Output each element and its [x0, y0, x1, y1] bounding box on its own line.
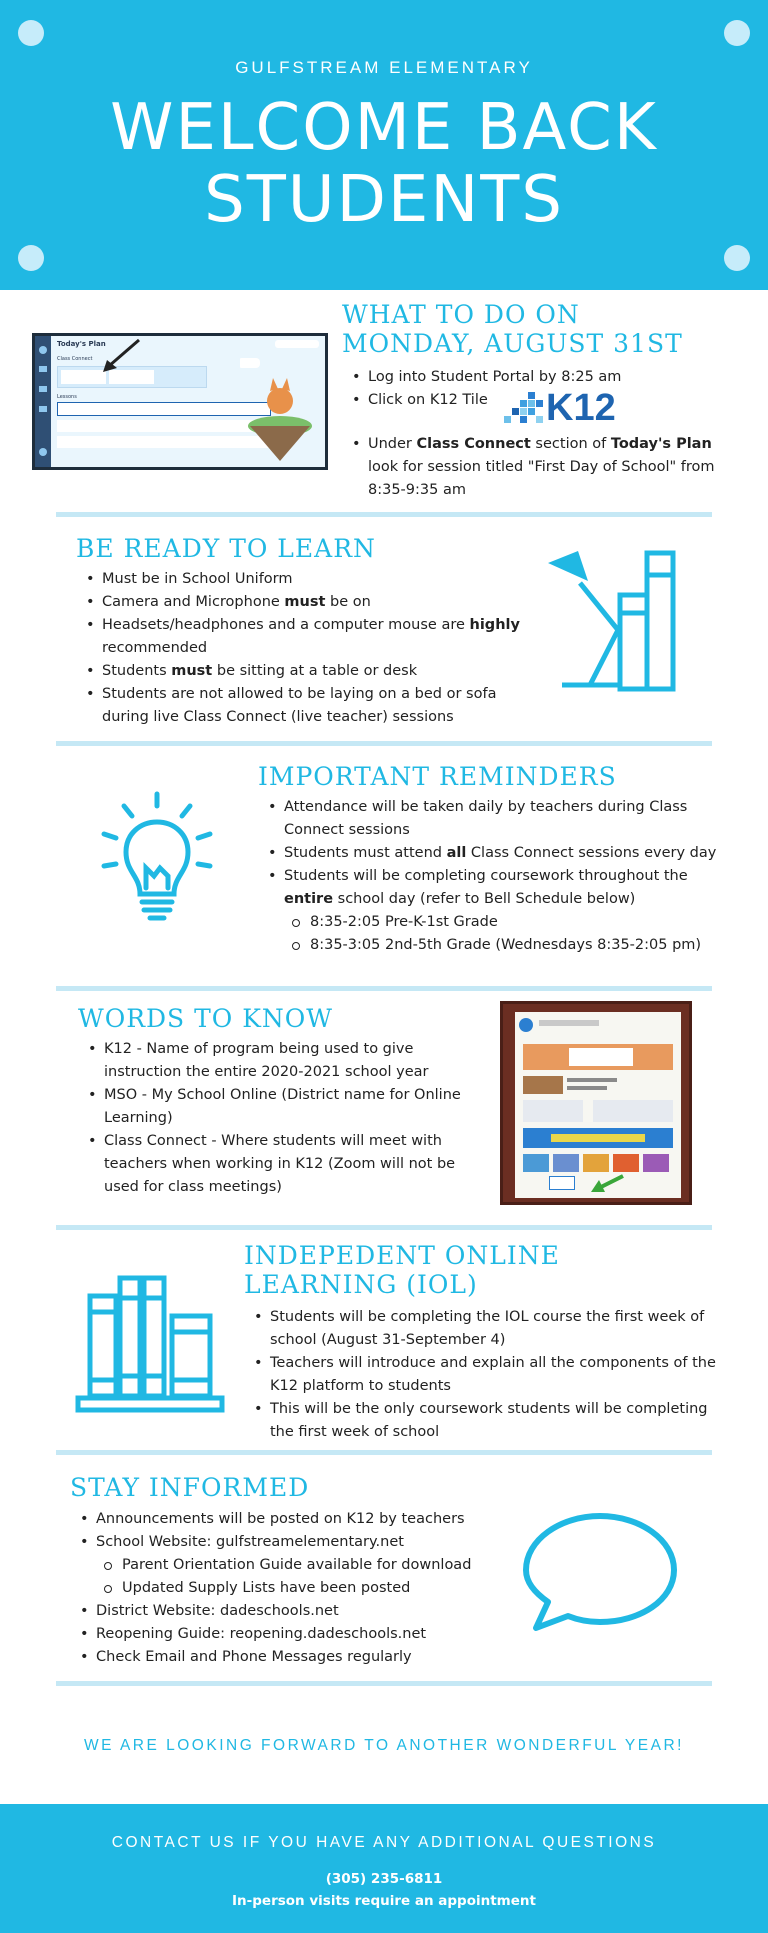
- section-divider: [56, 986, 712, 991]
- corner-dot: [18, 20, 44, 46]
- tagline: WE ARE LOOKING FORWARD TO ANOTHER WONDERFUL YEAR!: [84, 1737, 684, 1754]
- list-item: • Must be in School Uniform: [82, 568, 522, 591]
- books-icon: [72, 1270, 232, 1420]
- speech-bubble-icon: [516, 1508, 684, 1634]
- arrow-icon: [95, 336, 155, 376]
- list-item: • Under Class Connect section of Today's Plan look for session titled "First Day of School" from 8:35-9:35 am: [348, 433, 738, 502]
- sub-list-item: Updated Supply Lists have been posted: [96, 1577, 546, 1600]
- list-item: • Log into Student Portal by 8:25 am: [348, 366, 738, 389]
- informed-list: [76, 1508, 546, 1669]
- green-arrow-icon: [587, 1170, 627, 1196]
- list-item: • Teachers will introduce and explain all the components of the K12 platform to students: [250, 1352, 720, 1398]
- sub-list-item: 8:35-2:05 Pre-K-1st Grade: [284, 911, 734, 934]
- section-divider: [56, 1225, 712, 1230]
- ready-list: [82, 568, 522, 729]
- screenshot-lessons: Lessons: [57, 394, 77, 400]
- list-item: • Attendance will be taken daily by teachers during Class Connect sessions: [264, 796, 734, 842]
- words-list: [84, 1038, 494, 1199]
- reminders-title: IMPORTANT REMINDERS: [258, 762, 617, 791]
- section-divider: [56, 1450, 712, 1455]
- screenshot-header: Today's Plan: [57, 340, 106, 348]
- list-item: • Class Connect - Where students will meet with teachers when working in K12 (Zoom will not be used for class meetings): [84, 1130, 494, 1199]
- corner-dot: [724, 20, 750, 46]
- appointment-note: In-person visits require an appointment: [232, 1893, 536, 1909]
- monday-title: WHAT TO DO ON MONDAY, AUGUST 31ST: [342, 300, 683, 358]
- phone-number[interactable]: (305) 235-6811: [325, 1871, 443, 1887]
- list-item: • Camera and Microphone must be on: [82, 591, 522, 614]
- section-divider: [56, 512, 712, 517]
- contact-heading: CONTACT US IF YOU HAVE ANY ADDITIONAL QUESTIONS: [111, 1834, 657, 1851]
- list-item: • Click on K12 Tile K12: [348, 389, 738, 433]
- list-item: • Announcements will be posted on K12 by teachers: [76, 1508, 546, 1531]
- list-item: • Students must be sitting at a table or desk: [82, 660, 522, 683]
- section-divider: [56, 741, 712, 746]
- todays-plan-screenshot: [32, 333, 328, 470]
- corner-dot: [724, 245, 750, 271]
- corner-dot: [18, 245, 44, 271]
- iol-list: [250, 1306, 720, 1444]
- list-item: • Students will be completing coursework throughout the entire school day (refer to Bell Schedule below) 8:35-2:05 Pre-K-1st Grade 8:35-3:05 2nd-5th Grade (Wednesdays 8:35-2:05 pm): [264, 865, 734, 957]
- list-item: • Students will be completing the IOL course the first week of school (August 31-September 4): [250, 1306, 720, 1352]
- informed-title: STAY INFORMED: [70, 1473, 310, 1502]
- list-item: • K12 - Name of program being used to give instruction the entire 2020-2021 school year: [84, 1038, 494, 1084]
- sub-list-item: 8:35-3:05 2nd-5th Grade (Wednesdays 8:35-2:05 pm): [284, 934, 734, 957]
- list-item: • MSO - My School Online (District name for Online Learning): [84, 1084, 494, 1130]
- k12-pixel-icon: [498, 388, 546, 428]
- list-item: • Check Email and Phone Messages regularly: [76, 1646, 546, 1669]
- header-banner: [0, 0, 768, 290]
- fox-island-icon: [240, 356, 318, 466]
- k12-logo: K12: [498, 388, 616, 428]
- list-item: • This will be the only coursework students will be completing the first week of school: [250, 1398, 720, 1444]
- desk-lamp-books-icon: [540, 545, 680, 695]
- ready-title: BE READY TO LEARN: [76, 534, 376, 563]
- list-item: • Headsets/headphones and a computer mouse are highly recommended: [82, 614, 522, 660]
- page-title: WELCOME BACK STUDENTS: [110, 91, 658, 237]
- words-title: WORDS TO KNOW: [78, 1004, 333, 1033]
- screenshot-section: Class Connect: [57, 356, 93, 362]
- list-item: • Reopening Guide: reopening.dadeschools.net: [76, 1623, 546, 1646]
- list-item: • District Website: dadeschools.net: [76, 1600, 546, 1623]
- list-item: • Students must attend all Class Connect sessions every day: [264, 842, 734, 865]
- reminders-list: [264, 796, 734, 957]
- school-name: GULFSTREAM ELEMENTARY: [235, 58, 533, 77]
- iol-title: INDEPEDENT ONLINE LEARNING (IOL): [244, 1241, 560, 1299]
- list-item: • School Website: gulfstreamelementary.net Parent Orientation Guide available for download Updated Supply Lists have been posted: [76, 1531, 546, 1600]
- monday-list: [348, 366, 738, 502]
- lightbulb-icon: [98, 790, 216, 930]
- list-item: • Students are not allowed to be laying on a bed or sofa during live Class Connect (live teacher) sessions: [82, 683, 522, 729]
- footer: [0, 1804, 768, 1933]
- sub-list-item: Parent Orientation Guide available for download: [96, 1554, 546, 1577]
- portal-screenshot: [500, 1001, 692, 1205]
- section-divider: [56, 1681, 712, 1686]
